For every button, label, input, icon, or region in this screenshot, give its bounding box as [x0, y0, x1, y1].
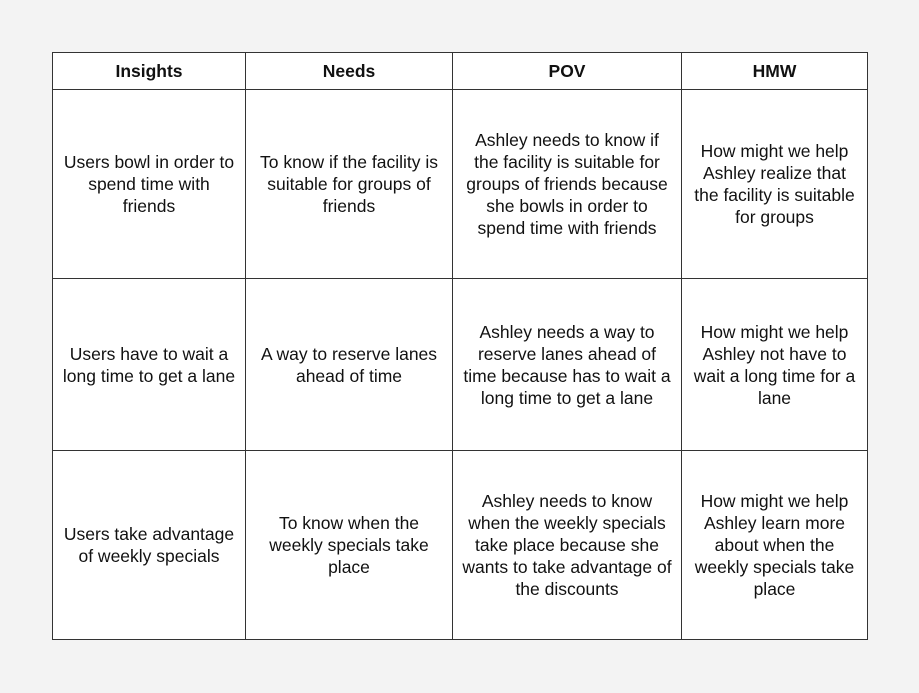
pov-cell: Ashley needs to know when the weekly specials take place because she wants to take advantage of the discounts [453, 451, 682, 640]
header-row [53, 53, 868, 90]
header-needs: Needs [246, 53, 453, 90]
pov-cell: Ashley needs to know if the facility is suitable for groups of friends because she bowls in order to spend time with friends [453, 90, 682, 279]
hmw-cell: How might we help Ashley not have to wait a long time for a lane [682, 279, 868, 451]
need-cell: To know if the facility is suitable for groups of friends [246, 90, 453, 279]
insight-cell: Users take advantage of weekly specials [53, 451, 246, 640]
need-cell: A way to reserve lanes ahead of time [246, 279, 453, 451]
header-insights: Insights [53, 53, 246, 90]
header-hmw: HMW [682, 53, 868, 90]
need-cell: To know when the weekly specials take place [246, 451, 453, 640]
insight-cell: Users bowl in order to spend time with friends [53, 90, 246, 279]
hmw-cell: How might we help Ashley learn more about when the weekly specials take place [682, 451, 868, 640]
header-pov: POV [453, 53, 682, 90]
pov-cell: Ashley needs a way to reserve lanes ahead of time because has to wait a long time to get a lane [453, 279, 682, 451]
table-row [53, 279, 868, 451]
table-row [53, 90, 868, 279]
insight-cell: Users have to wait a long time to get a lane [53, 279, 246, 451]
hmw-cell: How might we help Ashley realize that the facility is suitable for groups [682, 90, 868, 279]
table-row [53, 451, 868, 640]
design-thinking-table [52, 52, 868, 640]
